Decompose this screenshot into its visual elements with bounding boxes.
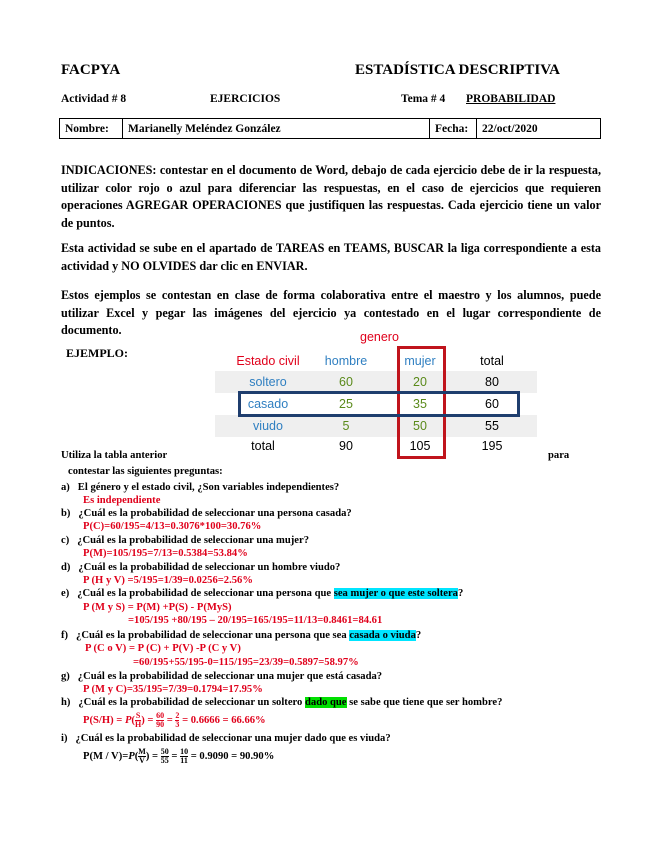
topic-label: Tema # 4 <box>401 93 446 105</box>
cell-casado-mujer: 35 <box>413 397 427 411</box>
intro-line1: Utiliza la tabla anterior <box>61 450 168 461</box>
cell-viudo-mujer: 50 <box>413 419 427 433</box>
answer-i: P(M / V)=P( $\frac{M}{V}$ ) = $\frac{50}{55}$ = $\frac{10}{11}$ = 0.9090 = 90.90% <box>83 747 275 765</box>
examples-paragraph: Estos ejemplos se contestan en clase de forma colaborativa entre el maestro y los alumnos, puede utilizar Excel y pegar las imágenes del ejercicio ya contestado en el lugar correspondiente de documento. <box>61 288 601 337</box>
intro-line2: contestar las siguientes preguntas: <box>68 466 223 477</box>
name-label: Nombre: <box>60 119 123 139</box>
activity-number: Actividad # 8 <box>61 93 127 105</box>
question-g: g) ¿Cuál es la probabilidad de seleccionar una mujer que está casada? <box>61 671 383 682</box>
row-label-viudo: viudo <box>253 419 283 433</box>
table-header-hombre: hombre <box>324 354 368 368</box>
question-h: h) ¿Cuál es la probabilidad de seleccionar un soltero dado que se sabe que tiene que ser hombre? <box>61 697 503 708</box>
name-date-box <box>59 118 601 139</box>
question-a: a) El género y el estado civil, ¿Son variables independientes? <box>61 482 340 493</box>
question-c: c) ¿Cuál es la probabilidad de seleccionar una mujer? <box>61 535 309 546</box>
question-b: b) ¿Cuál es la probabilidad de seleccionar una persona casada? <box>61 508 352 519</box>
cell-casado-total: 60 <box>485 397 499 411</box>
topic-name: PROBABILIDAD <box>466 93 556 105</box>
answer-c: P(M)=105/195=7/13=0.5384=53.84% <box>83 548 248 559</box>
question-d: d) ¿Cuál es la probabilidad de seleccionar un hombre viudo? <box>61 562 341 573</box>
cell-casado-hombre: 25 <box>339 397 353 411</box>
intro-para: para <box>548 450 570 461</box>
upload-paragraph: Esta actividad se sube en el apartado de TAREAS en TEAMS, BUSCAR la liga correspondiente a esta actividad y NO OLVIDES dar clic en ENVIAR. <box>61 241 601 273</box>
highlight-casada-viuda: casada o viuda <box>349 630 416 641</box>
question-f: f) ¿Cuál es la probabilidad de seleccionar una persona que sea casada o viuda? <box>61 630 422 641</box>
answer-b: P(C)=60/195=4/13=0.3076*100=30.76% <box>83 521 262 532</box>
cell-viudo-total: 55 <box>485 419 499 433</box>
answer-f-line1: P (C o V) = P (C) + P(V) -P (C y V) <box>85 643 241 654</box>
question-e: e) ¿Cuál es la probabilidad de seleccionar una persona que sea mujer o que este soltera? <box>61 588 464 599</box>
cell-total-mujer: 105 <box>409 439 431 453</box>
date-label: Fecha: <box>430 119 477 139</box>
table-header-total: total <box>480 354 504 368</box>
row-label-soltero: soltero <box>249 375 287 389</box>
cell-soltero-mujer: 20 <box>413 375 427 389</box>
question-i: i) ¿Cuál es la probabilidad de seleccionar una mujer dado que es viuda? <box>61 733 391 744</box>
answer-a: Es independiente <box>83 495 161 506</box>
highlight-dado-que: dado que <box>305 697 347 708</box>
cell-total-total: 195 <box>481 439 503 453</box>
table-header-mujer: mujer <box>404 354 436 368</box>
example-label: EJEMPLO: <box>66 346 128 360</box>
cell-soltero-total: 80 <box>485 375 499 389</box>
cell-soltero-hombre: 60 <box>339 375 353 389</box>
row-label-total: total <box>251 439 275 453</box>
casado-row-box <box>238 391 520 417</box>
answer-e-line1: P (M y S) = P(M) +P(S) - P(MyS) <box>83 602 232 613</box>
student-name: Marianelly Meléndez González <box>123 119 430 139</box>
answer-e-line2: =105/195 +80/195 – 20/195=165/195=11/13=0.8461=84.61 <box>128 615 383 626</box>
table-header-estado: Estado civil <box>236 354 300 368</box>
subject-title: ESTADÍSTICA DESCRIPTIVA <box>355 62 560 78</box>
org-name: FACPYA <box>61 62 121 78</box>
cell-total-hombre: 90 <box>339 439 353 453</box>
highlight-sea-mujer: sea mujer o que este soltera <box>333 588 458 599</box>
activity-type: EJERCICIOS <box>210 93 281 105</box>
date-value: 22/oct/2020 <box>477 119 601 139</box>
answer-f-line2: =60/195+55/195-0=115/195=23/39=0.5897=58.97% <box>133 657 359 668</box>
answer-g: P (M y C)=35/195=7/39=0.1794=17.95% <box>83 684 263 695</box>
genero-label: genero <box>360 330 399 344</box>
answer-d: P (H y V) =5/195=1/39=0.0256=2.56% <box>83 575 253 586</box>
row-label-casado: casado <box>247 397 289 411</box>
answer-h: P(S/H) = P( $\frac{S}{H}$ ) = $\frac{60}{90}$ = $\frac{2}{3}$ = 0.6666 = 66.66% <box>83 711 266 729</box>
instructions-paragraph: INDICACIONES: contestar en el documento de Word, debajo de cada ejercicio debe de ir la respuesta, utilizar color rojo o azul para diferenciar las respuestas, en el caso de ejercicios que requieren operaciones AGREGAR OPERACIONES que justifiquen las respuestas. Cada ejercicio tiene un valor de puntos. <box>61 163 601 230</box>
cell-viudo-hombre: 5 <box>342 419 350 433</box>
